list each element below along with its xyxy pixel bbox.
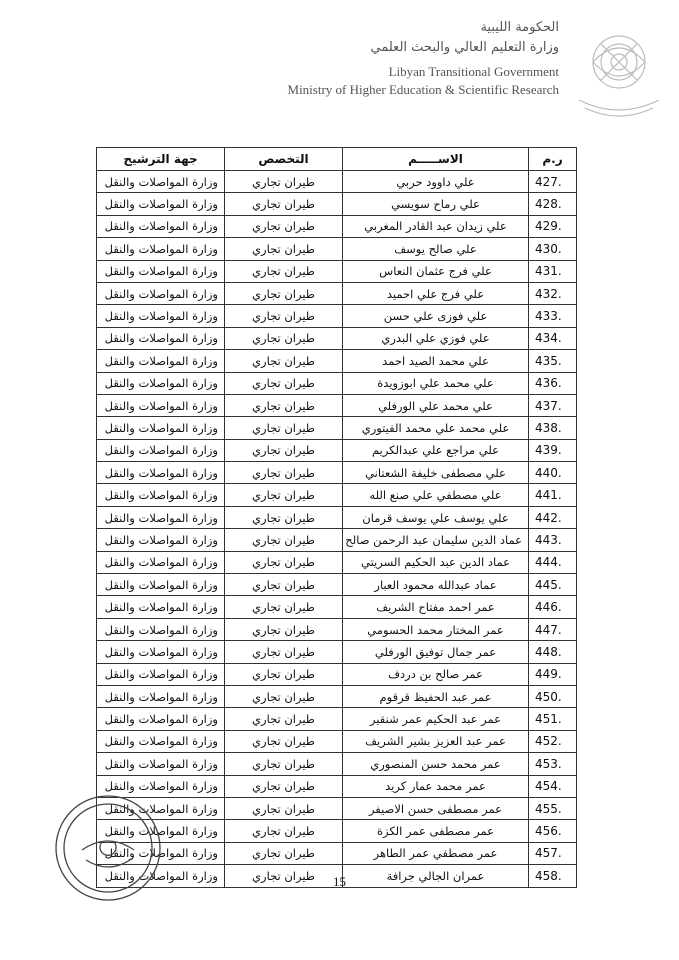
specialty-cell: طيران تجاري [225,394,343,416]
name-cell: علي زيدان عبد القادر المغربي [343,215,529,237]
destination-cell: وزارة المواصلات والنقل [97,685,225,707]
table-row [97,215,577,237]
table-row [97,820,577,842]
specialty-cell: طيران تجاري [225,327,343,349]
row-number-cell: 433. [529,305,577,327]
table-row [97,394,577,416]
page-number: 15 [333,874,346,889]
name-cell: عمر عبد الحكيم عمر شنقير [343,708,529,730]
ministry-emblem-icon [571,24,667,120]
row-number-cell: 427. [529,171,577,193]
name-cell: علي صالح يوسف [343,238,529,260]
table-row [97,551,577,573]
specialty-cell: طيران تجاري [225,484,343,506]
destination-cell: وزارة المواصلات والنقل [97,327,225,349]
specialty-cell: طيران تجاري [225,350,343,372]
table-row [97,484,577,506]
table-row [97,260,577,282]
destination-cell: وزارة المواصلات والنقل [97,417,225,439]
column-header-specialty: التخصص [225,148,343,171]
destination-cell: وزارة المواصلات والنقل [97,215,225,237]
row-number-cell: 442. [529,506,577,528]
row-number-cell: 430. [529,238,577,260]
specialty-cell: طيران تجاري [225,193,343,215]
letterhead-english-government: Libyan Transitional Government [388,64,559,79]
column-header-number: ر.م [529,148,577,171]
name-cell: علي محمد علي الورفلي [343,394,529,416]
specialty-cell: طيران تجاري [225,506,343,528]
destination-cell: وزارة المواصلات والنقل [97,574,225,596]
name-cell: علي محمد علي محمد الفيتوري [343,417,529,439]
specialty-cell: طيران تجاري [225,462,343,484]
name-cell: علي مصطفي علي صنع الله [343,484,529,506]
row-number-cell: 445. [529,574,577,596]
destination-cell: وزارة المواصلات والنقل [97,372,225,394]
destination-cell: وزارة المواصلات والنقل [97,171,225,193]
specialty-cell: طيران تجاري [225,238,343,260]
destination-cell: وزارة المواصلات والنقل [97,484,225,506]
destination-cell: وزارة المواصلات والنقل [97,529,225,551]
table-row [97,350,577,372]
row-number-cell: 436. [529,372,577,394]
table-body [97,171,577,888]
row-number-cell: 453. [529,753,577,775]
destination-cell: وزارة المواصلات والنقل [97,753,225,775]
specialty-cell: طيران تجاري [225,529,343,551]
column-header-destination: جهة الترشيح [97,148,225,171]
table-row [97,708,577,730]
destination-cell: وزارة المواصلات والنقل [97,865,225,887]
specialty-cell: طيران تجاري [225,641,343,663]
row-number-cell: 435. [529,350,577,372]
destination-cell: وزارة المواصلات والنقل [97,842,225,864]
row-number-cell: 457. [529,842,577,864]
row-number-cell: 444. [529,551,577,573]
row-number-cell: 441. [529,484,577,506]
row-number-cell: 429. [529,215,577,237]
specialty-cell: طيران تجاري [225,372,343,394]
name-cell: عمر عبد العزيز بشير الشريف [343,730,529,752]
row-number-cell: 434. [529,327,577,349]
table-row [97,685,577,707]
name-cell: علي داوود حربي [343,171,529,193]
letterhead-english-ministry: Ministry of Higher Education & Scientific Research [287,82,559,97]
row-number-cell: 450. [529,685,577,707]
name-cell: عمر مصطفى حسن الاصيفر [343,797,529,819]
table-row [97,238,577,260]
destination-cell: وزارة المواصلات والنقل [97,618,225,640]
row-number-cell: 443. [529,529,577,551]
name-cell: عماد الدين سليمان عبد الرحمن صالح [343,529,529,551]
destination-cell: وزارة المواصلات والنقل [97,730,225,752]
table-row [97,439,577,461]
name-cell: عمر جمال توفيق الورفلي [343,641,529,663]
name-cell: علي مصطفى خليفة الشعتاني [343,462,529,484]
row-number-cell: 456. [529,820,577,842]
table-row [97,775,577,797]
specialty-cell: طيران تجاري [225,618,343,640]
name-cell: علي مراجع علي عبدالكريم [343,439,529,461]
specialty-cell: طيران تجاري [225,753,343,775]
destination-cell: وزارة المواصلات والنقل [97,439,225,461]
table-row [97,417,577,439]
destination-cell: وزارة المواصلات والنقل [97,797,225,819]
destination-cell: وزارة المواصلات والنقل [97,282,225,304]
specialty-cell: طيران تجاري [225,305,343,327]
specialty-cell: طيران تجاري [225,730,343,752]
table-header-row [97,148,577,171]
table-row [97,753,577,775]
name-cell: عماد الدين عبد الحكيم السريتي [343,551,529,573]
name-cell: علي محمد الصيد احمد [343,350,529,372]
row-number-cell: 440. [529,462,577,484]
name-cell: علي يوسف علي يوسف قرمان [343,506,529,528]
table-row [97,305,577,327]
table-row [97,842,577,864]
row-number-cell: 431. [529,260,577,282]
name-cell: علي فوزي علي البدري [343,327,529,349]
specialty-cell: طيران تجاري [225,797,343,819]
specialty-cell: طيران تجاري [225,260,343,282]
specialty-cell: طيران تجاري [225,865,343,887]
name-cell: علي فرج علي احميد [343,282,529,304]
name-cell: عمر محمد حسن المنصوري [343,753,529,775]
table-row [97,282,577,304]
name-cell: علي فوزى علي حسن [343,305,529,327]
table-row [97,641,577,663]
table-row [97,596,577,618]
destination-cell: وزارة المواصلات والنقل [97,193,225,215]
name-cell: عمر صالح بن دردف [343,663,529,685]
table-row [97,529,577,551]
table-row [97,574,577,596]
row-number-cell: 446. [529,596,577,618]
destination-cell: وزارة المواصلات والنقل [97,663,225,685]
row-number-cell: 437. [529,394,577,416]
name-cell: عمر مصطفى عمر الكزة [343,820,529,842]
specialty-cell: طيران تجاري [225,596,343,618]
destination-cell: وزارة المواصلات والنقل [97,350,225,372]
destination-cell: وزارة المواصلات والنقل [97,260,225,282]
destination-cell: وزارة المواصلات والنقل [97,820,225,842]
table-row [97,462,577,484]
destination-cell: وزارة المواصلات والنقل [97,238,225,260]
specialty-cell: طيران تجاري [225,842,343,864]
specialty-cell: طيران تجاري [225,708,343,730]
destination-cell: وزارة المواصلات والنقل [97,394,225,416]
name-cell: عمر محمد عمار كريد [343,775,529,797]
specialty-cell: طيران تجاري [225,775,343,797]
specialty-cell: طيران تجاري [225,215,343,237]
table-row [97,663,577,685]
specialty-cell: طيران تجاري [225,439,343,461]
destination-cell: وزارة المواصلات والنقل [97,551,225,573]
table-row [97,327,577,349]
row-number-cell: 439. [529,439,577,461]
destination-cell: وزارة المواصلات والنقل [97,305,225,327]
letterhead [0,14,679,124]
table-row [97,506,577,528]
specialty-cell: طيران تجاري [225,551,343,573]
letterhead-arabic-government: الحكومة الليبية [480,20,559,35]
specialty-cell: طيران تجاري [225,685,343,707]
row-number-cell: 448. [529,641,577,663]
row-number-cell: 449. [529,663,577,685]
table-row [97,372,577,394]
specialty-cell: طيران تجاري [225,282,343,304]
name-cell: علي فرج عثمان النعاس [343,260,529,282]
table-row [97,171,577,193]
destination-cell: وزارة المواصلات والنقل [97,596,225,618]
nominees-table [96,147,577,888]
name-cell: علي رماح سويسي [343,193,529,215]
row-number-cell: 438. [529,417,577,439]
specialty-cell: طيران تجاري [225,171,343,193]
row-number-cell: 451. [529,708,577,730]
table-row [97,730,577,752]
table-row [97,618,577,640]
name-cell: عمر مصطفي عمر الطاهر [343,842,529,864]
destination-cell: وزارة المواصلات والنقل [97,775,225,797]
name-cell: علي محمد علي ابوزويدة [343,372,529,394]
destination-cell: وزارة المواصلات والنقل [97,708,225,730]
specialty-cell: طيران تجاري [225,574,343,596]
destination-cell: وزارة المواصلات والنقل [97,462,225,484]
name-cell: عمر المختار محمد الحسومي [343,618,529,640]
name-cell: عمران الجالي جرافة [343,865,529,887]
specialty-cell: طيران تجاري [225,820,343,842]
row-number-cell: 447. [529,618,577,640]
row-number-cell: 455. [529,797,577,819]
row-number-cell: 428. [529,193,577,215]
table-row [97,797,577,819]
row-number-cell: 458. [529,865,577,887]
name-cell: عماد عبدالله محمود العبار [343,574,529,596]
letterhead-arabic-ministry: وزارة التعليم العالي والبحث العلمي [370,40,559,55]
column-header-name: الاســـــم [343,148,529,171]
name-cell: عمر احمد مفتاح الشريف [343,596,529,618]
specialty-cell: طيران تجاري [225,663,343,685]
destination-cell: وزارة المواصلات والنقل [97,506,225,528]
row-number-cell: 454. [529,775,577,797]
destination-cell: وزارة المواصلات والنقل [97,641,225,663]
table-row [97,193,577,215]
row-number-cell: 452. [529,730,577,752]
row-number-cell: 432. [529,282,577,304]
specialty-cell: طيران تجاري [225,417,343,439]
name-cell: عمر عبد الحفيظ قرقوم [343,685,529,707]
